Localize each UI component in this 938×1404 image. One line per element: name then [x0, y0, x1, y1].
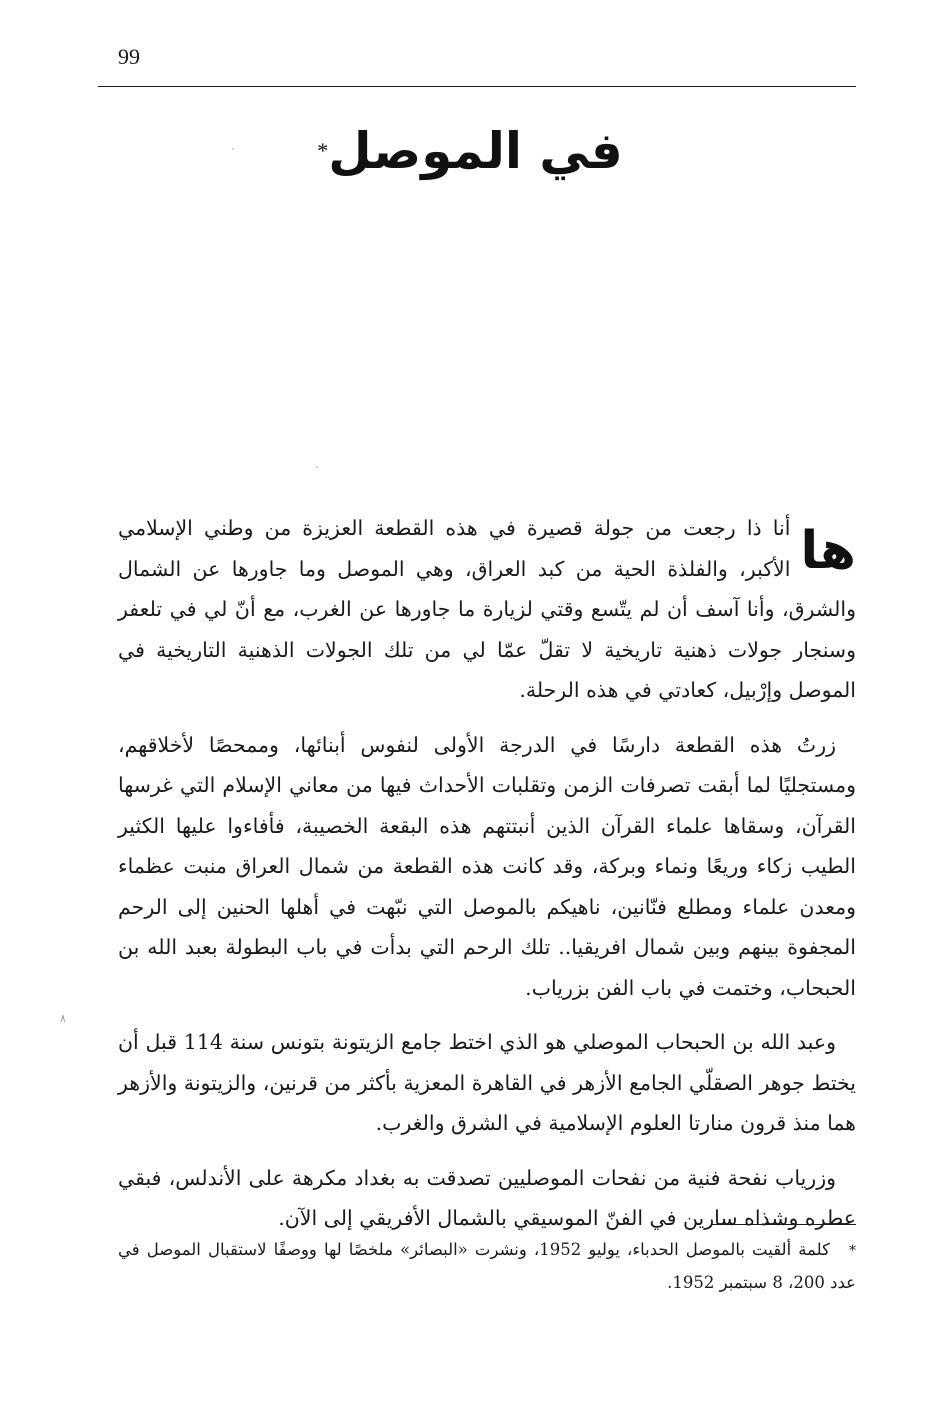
page-number: 99 [118, 44, 140, 69]
footnote [118, 1234, 856, 1298]
scan-speck [232, 148, 234, 150]
chapter-title-marker: * [317, 138, 329, 163]
header-rule [98, 86, 856, 87]
paragraph-4: وزرياب نفحة فنية من نفحات الموصليين تصدقت به بغداد مكرهة على الأندلس، فبقي عطره وشذاه سارين في الفنّ الموسيقي بالشمال الأفريقي إلى الآن. [118, 1165, 856, 1230]
chapter-title-text: في الموصل [328, 122, 623, 180]
paragraph-2: زرتُ هذه القطعة دارسًا في الدرجة الأولى لنفوس أبنائها، وممحصًا لأخلاقهم، ومستجليًا لما أبقت تصرفات الزمن وتقلبات الأحداث فيها من معاني الإسلام التي غرسها القرآن، وسقاها علماء القرآن الذين أنبتتهم هذه البقعة الخصيبة، فأفاءوا عليها الكثير الطيب زكاء وريعًا ونماء وبركة، وقد كانت هذه القطعة من شمال العراق منبت عظماء ومعدن علماء ومطلع فنّانين، ناهيكم بالموصل التي نبّهت في أهلها الحنين إلى الرحم المجفوة بينهم وبين شمال افريقيا.. تلك الرحم التي بدأت في باب البطولة بعبد الله بن الحبحاب، وختمت في باب الفن بزرياب. [118, 732, 856, 1000]
margin-mark: ٨ [60, 1012, 66, 1025]
footnote-text: كلمة ألقيت بالموصل الحدباء، يوليو 1952، ونشرت «البصائر» ملخصًا لها ووصفًا لاستقبال الموصل في عدد 200، 8 سبتمبر 1952. [118, 1240, 856, 1292]
drop-cap: ها [800, 521, 856, 581]
body-text [118, 508, 856, 1253]
footnote-marker: * [849, 1243, 856, 1259]
chapter-title [260, 116, 680, 186]
footnote-rule [712, 1224, 856, 1225]
paragraph-1 [118, 508, 856, 711]
paragraph-1-text: أنا ذا رجعت من جولة قصيرة في هذه القطعة العزيزة من وطني الإسلامي الأكبر، والفلذة الحية من كبد العراق، وهي الموصل وما جاورها عن الشمال والشرق، وأنا آسف أن لم يتّسع وقتي لزيارة ما جاورها عن الغرب، مع أنّ لي في تلعفر وسنجار جولات ذهنية تاريخية لا تقلّ عمّا لي من تلك الجولات الذهنية التاريخية في الموصل وإرْبيل، كعادتي في هذه الرحلة. [118, 516, 856, 702]
paragraph-3: وعبد الله بن الحبحاب الموصلي هو الذي اختط جامع الزيتونة بتونس سنة 114 قبل أن يختط جوهر الصقلّي الجامع الأزهر في القاهرة المعزية بأكثر من قرنين، والزيتونة والأزهر هما منذ قرون منارتا العلوم الإسلامية في الشرق والغرب. [118, 1030, 856, 1135]
scan-speck [316, 466, 318, 468]
